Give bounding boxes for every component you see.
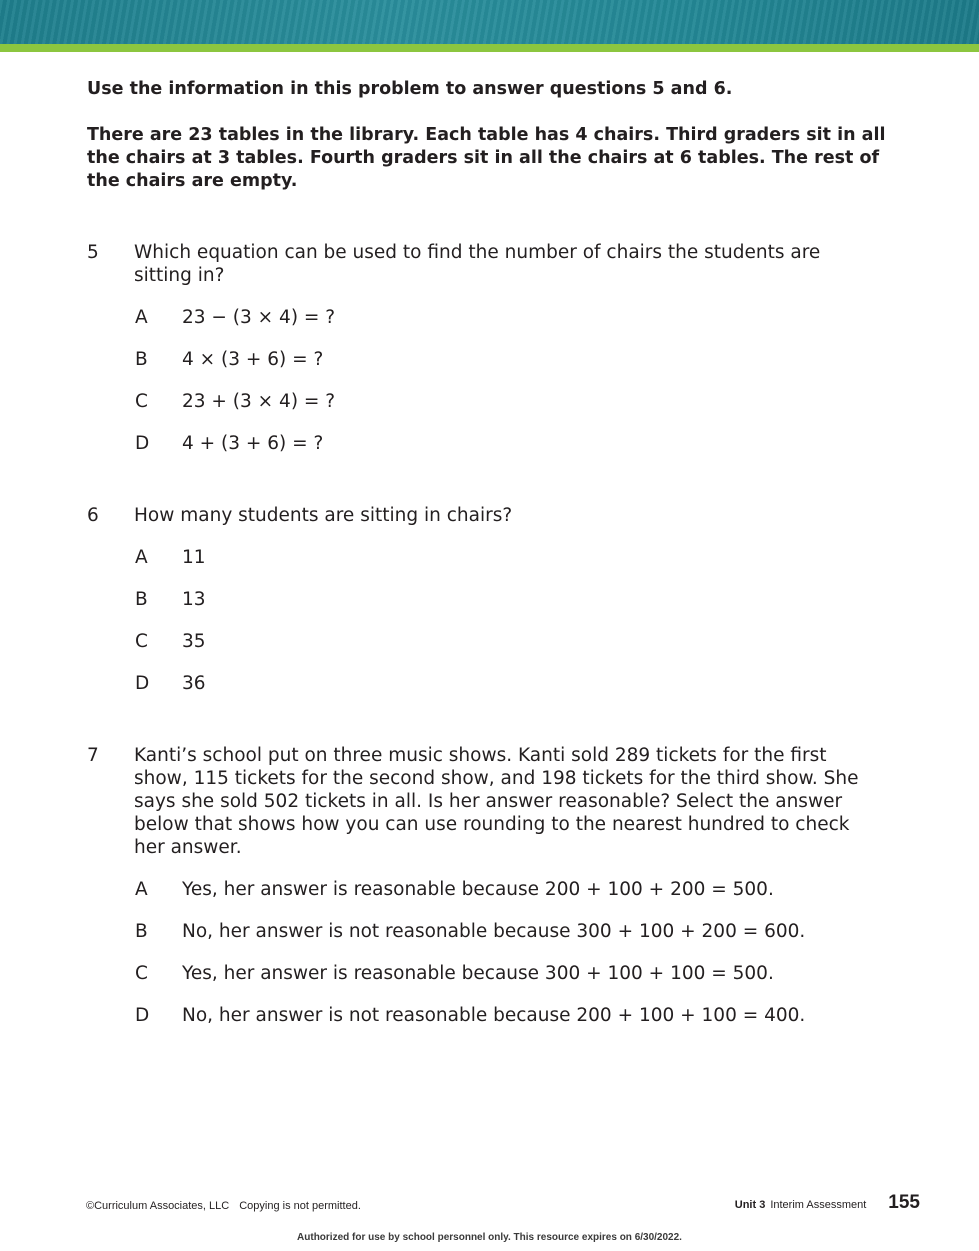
choice-letter: D — [135, 673, 150, 694]
footer-copyright — [86, 1200, 361, 1212]
choice-b[interactable] — [135, 588, 887, 630]
choice-letter: C — [135, 963, 148, 984]
choice-letter: B — [135, 589, 148, 610]
choice-letter: A — [135, 879, 148, 900]
choice-letter: B — [135, 921, 148, 942]
header-band — [0, 0, 979, 44]
page-number: 155 — [888, 1192, 920, 1213]
choice-letter: C — [135, 391, 148, 412]
question-text: How many students are sitting in chairs? — [134, 505, 513, 526]
choice-d[interactable] — [135, 432, 887, 474]
choice-text: 23 − (3 × 4) = ? — [182, 307, 336, 328]
choice-text: 35 — [182, 631, 206, 652]
question-number: 7 — [87, 745, 99, 766]
unit-label: Unit 3 — [734, 1199, 766, 1211]
question-number: 5 — [87, 242, 99, 263]
question-text: Which equation can be used to find the number of chairs the students are sitting in? — [134, 242, 821, 286]
unit-title: Interim Assessment — [770, 1199, 867, 1211]
question-number: 6 — [87, 505, 99, 526]
choice-text: 4 + (3 + 6) = ? — [182, 433, 324, 454]
choice-text: 36 — [182, 673, 206, 694]
header-stripe — [0, 44, 979, 52]
choice-text: 4 × (3 + 6) = ? — [182, 349, 324, 370]
choice-letter: B — [135, 349, 148, 370]
footer-unit-info — [735, 1192, 920, 1214]
choice-d[interactable] — [135, 1004, 887, 1046]
authorization-notice: Authorized for use by school personnel only. This resource expires on 6/30/2022. — [297, 1232, 682, 1243]
choice-c[interactable] — [135, 390, 887, 432]
intro-block — [87, 78, 907, 193]
choice-letter: C — [135, 631, 148, 652]
choice-letter: D — [135, 433, 150, 454]
choice-text: 23 + (3 × 4) = ? — [182, 391, 336, 412]
intro-instruction: Use the information in this problem to answer questions 5 and 6. — [87, 79, 733, 99]
answer-choices — [135, 878, 887, 1046]
answer-choices — [135, 546, 887, 714]
question-text: Kanti’s school put on three music shows. Kanti sold 289 tickets for the first show, 115 tickets for the second show, and 198 tickets for the third show. She says she sold 502 tickets in all. Is her answer reasonable? Select the answer below that shows how you can use rounding to the nearest hundred to check her answer. — [134, 745, 859, 858]
choice-letter: D — [135, 1005, 150, 1026]
choice-b[interactable] — [135, 348, 887, 390]
choice-a[interactable] — [135, 546, 887, 588]
question-5 — [87, 241, 887, 474]
choice-c[interactable] — [135, 962, 887, 1004]
choice-text: No, her answer is not reasonable because 200 + 100 + 100 = 400. — [182, 1005, 806, 1026]
choice-b[interactable] — [135, 920, 887, 962]
choice-d[interactable] — [135, 672, 887, 714]
choice-text: Yes, her answer is reasonable because 300 + 100 + 100 = 500. — [182, 963, 774, 984]
choice-letter: A — [135, 307, 148, 328]
question-6 — [87, 504, 887, 714]
header-band-texture — [0, 0, 979, 44]
answer-choices — [135, 306, 887, 474]
choice-text: 13 — [182, 589, 206, 610]
choice-letter: A — [135, 547, 148, 568]
choice-text: No, her answer is not reasonable because 300 + 100 + 200 = 600. — [182, 921, 806, 942]
copyright-text: ©Curriculum Associates, LLC — [86, 1200, 230, 1212]
intro-scenario: There are 23 tables in the library. Each table has 4 chairs. Third graders sit in all the chairs at 3 tables. Fourth graders sit in all the chairs at 6 tables. The rest of the chairs are empty. — [87, 125, 886, 191]
choice-a[interactable] — [135, 306, 887, 348]
choice-text: Yes, her answer is reasonable because 200 + 100 + 200 = 500. — [182, 879, 774, 900]
question-7 — [87, 744, 887, 1046]
copy-notice: Copying is not permitted. — [239, 1200, 361, 1212]
choice-a[interactable] — [135, 878, 887, 920]
choice-text: 11 — [182, 547, 206, 568]
choice-c[interactable] — [135, 630, 887, 672]
